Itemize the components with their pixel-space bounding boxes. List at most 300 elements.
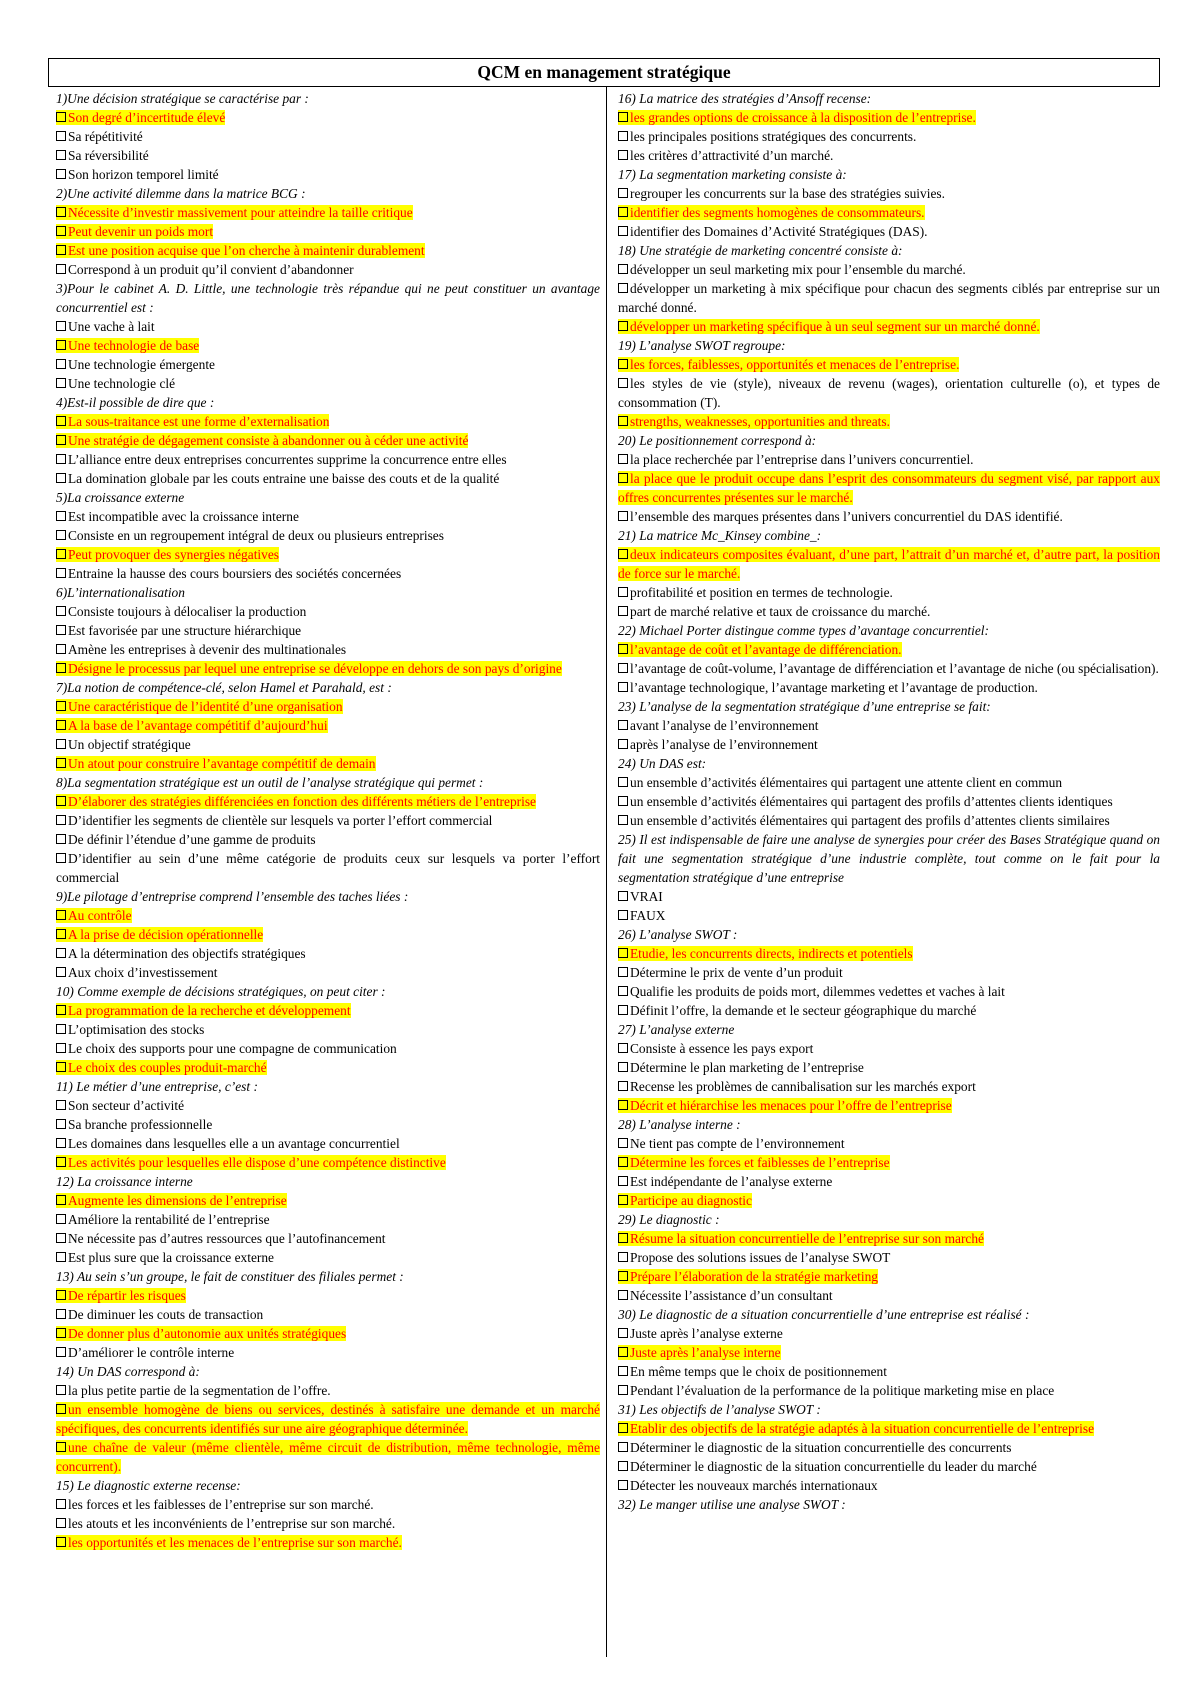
answer-text: Consiste toujours à délocaliser la production (68, 604, 307, 619)
checkbox-icon[interactable] (56, 796, 66, 806)
answer-text: A la détermination des objectifs stratégiques (68, 946, 306, 961)
checkbox-icon[interactable] (618, 1043, 628, 1053)
checkbox-icon[interactable] (56, 150, 66, 160)
answer-option (56, 1533, 600, 1552)
checkbox-icon[interactable] (56, 1499, 66, 1509)
answer-text: Juste après l’analyse interne (630, 1345, 781, 1360)
answer-text: une chaîne de valeur (même clientèle, même circuit de distribution, même technologie, même concurrent). (56, 1440, 600, 1474)
answer-text: après l’analyse de l’environnement (630, 737, 818, 752)
answer-option (56, 336, 600, 355)
answer-text: développer un marketing spécifique à un seul segment sur un marché donné. (630, 319, 1040, 334)
checkbox-icon[interactable] (618, 283, 628, 293)
highlighted-answer (56, 756, 376, 771)
answer-content (618, 889, 663, 904)
answer-option (56, 412, 600, 431)
checkbox-icon[interactable] (56, 435, 66, 445)
answer-content (56, 1345, 234, 1360)
answer-option (618, 659, 1160, 678)
checkbox-icon[interactable] (56, 1043, 66, 1053)
answer-text: Nécessite l’assistance d’un consultant (630, 1288, 833, 1303)
answer-option (618, 203, 1160, 222)
answer-option (56, 1001, 600, 1020)
checkbox-icon[interactable] (618, 378, 628, 388)
answer-option (618, 583, 1160, 602)
checkbox-icon[interactable] (618, 777, 628, 787)
answer-text: L’alliance entre deux entreprises concurrentes supprime la concurrence entre elles (68, 452, 507, 467)
answer-option (56, 203, 600, 222)
answer-text: Son horizon temporel limité (68, 167, 219, 182)
checkbox-icon[interactable] (618, 1252, 628, 1262)
answer-text: avant l’analyse de l’environnement (630, 718, 819, 733)
answer-content (56, 851, 600, 885)
checkbox-icon[interactable] (618, 454, 628, 464)
answer-option (56, 1305, 600, 1324)
highlighted-answer (618, 414, 890, 429)
checkbox-icon[interactable] (618, 1328, 628, 1338)
highlighted-answer (618, 1269, 878, 1284)
answer-text: Juste après l’analyse externe (630, 1326, 783, 1341)
checkbox-icon[interactable] (56, 644, 66, 654)
checkbox-icon[interactable] (56, 1252, 66, 1262)
answer-text: L’optimisation des stocks (68, 1022, 205, 1037)
answer-text: les opportunités et les menaces de l’entreprise sur son marché. (68, 1535, 402, 1550)
answer-text: De diminuer les couts de transaction (68, 1307, 264, 1322)
question-text: 17) La segmentation marketing consiste à: (618, 167, 847, 182)
highlighted-answer (618, 1193, 752, 1208)
answer-text: Amène les entreprises à devenir des multinationales (68, 642, 347, 657)
answer-text: Les domaines dans lesquelles elle a un avantage concurrentiel (68, 1136, 400, 1151)
question-text: 25) Il est indispensable de faire une analyse de synergies pour créer des Bases Stratégique quand on fait une segmentation stratégique d’une industrie complète, tout comme on le fait pour la segmentation stratégique d’une entreprise (618, 832, 1160, 885)
answer-content (618, 281, 1160, 315)
checkbox-icon[interactable] (56, 1138, 66, 1148)
answer-text: Une vache à lait (68, 319, 155, 334)
answer-content (618, 1364, 887, 1379)
answer-option (56, 1039, 600, 1058)
answer-text: Un objectif stratégique (68, 737, 191, 752)
question-text: 31) Les objectifs de l’analyse SWOT : (618, 1402, 821, 1417)
answer-text: Au contrôle (68, 908, 132, 923)
checkbox-icon[interactable] (56, 131, 66, 141)
checkbox-icon[interactable] (56, 340, 66, 350)
checkbox-icon[interactable] (56, 1157, 66, 1167)
checkbox-icon[interactable] (618, 910, 628, 920)
answer-option (618, 1039, 1160, 1058)
answer-option (618, 1457, 1160, 1476)
answer-content (56, 357, 215, 372)
highlighted-answer (56, 110, 225, 125)
checkbox-icon[interactable] (618, 150, 628, 160)
answer-text: Est favorisée par une structure hiérarchique (68, 623, 302, 638)
answer-option (618, 1248, 1160, 1267)
answer-text: Est une position acquise que l’on cherche à maintenir durablement (68, 243, 425, 258)
answer-option (56, 1381, 600, 1400)
answer-option (56, 469, 600, 488)
checkbox-icon[interactable] (618, 1461, 628, 1471)
answer-option (618, 260, 1160, 279)
answer-option (56, 1153, 600, 1172)
checkbox-icon[interactable] (618, 1005, 628, 1015)
checkbox-icon[interactable] (56, 1024, 66, 1034)
answer-option (618, 1172, 1160, 1191)
checkbox-icon[interactable] (618, 1081, 628, 1091)
answer-text: La domination globale par les couts entraine une baisse des couts et de la qualité (68, 471, 500, 486)
answer-option (56, 830, 600, 849)
answer-content (618, 186, 945, 201)
checkbox-icon[interactable] (56, 1328, 66, 1338)
highlighted-answer (618, 1231, 984, 1246)
checkbox-icon[interactable] (618, 986, 628, 996)
checkbox-icon[interactable] (618, 587, 628, 597)
checkbox-icon[interactable] (618, 1233, 628, 1243)
question-text: 1)Une décision stratégique se caractérise par : (56, 91, 309, 106)
question-text: 27) L’analyse externe (618, 1022, 735, 1037)
checkbox-icon[interactable] (618, 891, 628, 901)
checkbox-icon[interactable] (56, 1518, 66, 1528)
checkbox-icon[interactable] (618, 967, 628, 977)
answer-option (618, 602, 1160, 621)
checkbox-icon[interactable] (56, 1100, 66, 1110)
answer-content (618, 604, 930, 619)
answer-text: D’élaborer des stratégies différenciées en fonction des différents métiers de l’entreprise (68, 794, 536, 809)
checkbox-icon[interactable] (618, 606, 628, 616)
answer-content (618, 908, 665, 923)
checkbox-icon[interactable] (56, 1062, 66, 1072)
highlighted-answer (618, 110, 976, 125)
answer-option (56, 716, 600, 735)
answer-option (618, 1191, 1160, 1210)
checkbox-icon[interactable] (56, 378, 66, 388)
checkbox-icon[interactable] (56, 929, 66, 939)
question-text: 7)La notion de compétence-clé, selon Hamel et Parahald, est : (56, 680, 392, 695)
answer-content (618, 224, 928, 239)
answer-text: Etudie, les concurrents directs, indirects et potentiels (630, 946, 913, 961)
checkbox-icon[interactable] (56, 264, 66, 274)
answer-option (56, 1058, 600, 1077)
checkbox-icon[interactable] (56, 245, 66, 255)
answer-option (618, 108, 1160, 127)
answer-option (618, 1438, 1160, 1457)
answer-content (618, 452, 974, 467)
checkbox-icon[interactable] (56, 967, 66, 977)
answer-text: De répartir les risques (68, 1288, 186, 1303)
answer-text: les critères d’attractivité d’un marché. (630, 148, 834, 163)
checkbox-icon[interactable] (618, 1442, 628, 1452)
answer-option (618, 982, 1160, 1001)
answer-option (618, 1077, 1160, 1096)
question-text: 26) L’analyse SWOT : (618, 927, 738, 942)
highlighted-answer (56, 433, 468, 448)
answer-option (56, 754, 600, 773)
answer-content (618, 1174, 832, 1189)
checkbox-icon[interactable] (618, 663, 628, 673)
answer-content (56, 452, 507, 467)
checkbox-icon[interactable] (56, 1005, 66, 1015)
checkbox-icon[interactable] (618, 948, 628, 958)
answer-text: un ensemble homogène de biens ou services, destinés à satisfaire une demande et un marché spécifiques, des concurrents identifiés sur une aire géographique déterminée. (56, 1402, 600, 1436)
highlighted-answer (56, 1535, 402, 1550)
answer-option (56, 1020, 600, 1039)
checkbox-icon[interactable] (618, 473, 628, 483)
answer-content (618, 794, 1113, 809)
answer-option (618, 1362, 1160, 1381)
answer-option (56, 849, 600, 887)
answer-content (56, 1231, 386, 1246)
checkbox-icon[interactable] (618, 131, 628, 141)
answer-content (618, 661, 1159, 676)
checkbox-icon[interactable] (618, 1271, 628, 1281)
answer-text: Améliore la rentabilité de l’entreprise (68, 1212, 270, 1227)
checkbox-icon[interactable] (56, 910, 66, 920)
checkbox-icon[interactable] (618, 264, 628, 274)
checkbox-icon[interactable] (56, 1233, 66, 1243)
checkbox-icon[interactable] (56, 321, 66, 331)
checkbox-icon[interactable] (618, 188, 628, 198)
checkbox-icon[interactable] (618, 720, 628, 730)
answer-option (618, 1476, 1160, 1495)
answer-text: identifier des Domaines d’Activité Stratégiques (DAS). (630, 224, 928, 239)
question-text: 3)Pour le cabinet A. D. Little, une technologie très répandue qui ne peut constituer un avantage concurrentiel est : (56, 281, 600, 315)
checkbox-icon[interactable] (56, 625, 66, 635)
answer-option (56, 222, 600, 241)
answer-option (618, 640, 1160, 659)
answer-option (56, 621, 600, 640)
checkbox-icon[interactable] (56, 701, 66, 711)
answer-content (56, 737, 191, 752)
checkbox-icon[interactable] (56, 169, 66, 179)
checkbox-icon[interactable] (56, 1214, 66, 1224)
answer-content (618, 813, 1110, 828)
left-column (56, 89, 600, 1552)
highlighted-answer (618, 319, 1040, 334)
answer-text: un ensemble d’activités élémentaires qui partagent une attente client en commun (630, 775, 1063, 790)
checkbox-icon[interactable] (56, 473, 66, 483)
answer-option (56, 697, 600, 716)
answer-option (56, 1400, 600, 1438)
checkbox-icon[interactable] (618, 226, 628, 236)
checkbox-icon[interactable] (618, 1138, 628, 1148)
answer-option (618, 678, 1160, 697)
answer-text: Ne nécessite pas d’autres ressources que l’autofinancement (68, 1231, 386, 1246)
page-title: QCM en management stratégique (48, 58, 1160, 87)
answer-content (618, 775, 1062, 790)
checkbox-icon[interactable] (56, 720, 66, 730)
answer-text: Est plus sure que la croissance externe (68, 1250, 274, 1265)
checkbox-icon[interactable] (618, 359, 628, 369)
answer-option (618, 1381, 1160, 1400)
answer-text: De définir l’étendue d’une gamme de produits (68, 832, 316, 847)
answer-content (56, 1098, 184, 1113)
answer-content (618, 1250, 890, 1265)
checkbox-icon[interactable] (56, 1119, 66, 1129)
highlighted-answer (56, 1003, 351, 1018)
answer-text: Résume la situation concurrentielle de l’entreprise sur son marché (630, 1231, 984, 1246)
answer-option (56, 1514, 600, 1533)
question-text: 15) Le diagnostic externe recense: (56, 1478, 241, 1493)
checkbox-icon[interactable] (618, 207, 628, 217)
highlighted-answer (56, 338, 199, 353)
checkbox-icon[interactable] (56, 834, 66, 844)
answer-text: développer un seul marketing mix pour l’ensemble du marché. (630, 262, 966, 277)
checkbox-icon[interactable] (56, 112, 66, 122)
answer-text: Le choix des couples produit-marché (68, 1060, 267, 1075)
answer-content (618, 1459, 1037, 1474)
answer-content (56, 642, 346, 657)
answer-text: Une caractéristique de l’identité d’une organisation (68, 699, 343, 714)
answer-text: les styles de vie (style), niveaux de revenu (wages), orientation culturelle (o), et types de consommation (T). (618, 376, 1160, 410)
answer-content (56, 623, 301, 638)
checkbox-icon[interactable] (56, 739, 66, 749)
checkbox-icon[interactable] (618, 1366, 628, 1376)
answer-content (56, 509, 299, 524)
checkbox-icon[interactable] (56, 454, 66, 464)
checkbox-icon[interactable] (56, 1537, 66, 1547)
checkbox-icon[interactable] (618, 511, 628, 521)
answer-content (618, 1288, 833, 1303)
checkbox-icon[interactable] (618, 1385, 628, 1395)
checkbox-icon[interactable] (618, 644, 628, 654)
checkbox-icon[interactable] (618, 549, 628, 559)
qcm-page (48, 58, 1160, 1657)
answer-option (56, 1210, 600, 1229)
answer-content (56, 376, 175, 391)
answer-option (618, 1286, 1160, 1305)
answer-content (56, 813, 492, 828)
highlighted-answer (56, 1288, 186, 1303)
answer-content (618, 376, 1160, 410)
checkbox-icon[interactable] (56, 568, 66, 578)
checkbox-icon[interactable] (618, 1157, 628, 1167)
highlighted-answer (618, 205, 925, 220)
answer-content (618, 1060, 864, 1075)
answer-option (618, 355, 1160, 374)
answer-content (56, 1022, 204, 1037)
answer-option (56, 1229, 600, 1248)
answer-text: l’ensemble des marques présentes dans l’univers concurrentiel du DAS identifié. (630, 509, 1063, 524)
highlighted-answer (56, 547, 279, 562)
highlighted-answer (56, 1440, 600, 1474)
checkbox-icon[interactable] (618, 1347, 628, 1357)
answer-content (618, 965, 843, 980)
highlighted-answer (618, 946, 913, 961)
checkbox-icon[interactable] (618, 682, 628, 692)
checkbox-icon[interactable] (618, 1423, 628, 1433)
checkbox-icon[interactable] (618, 1100, 628, 1110)
answer-text: deux indicateurs composites évaluant, d’une part, l’attrait d’un marché et, d’autre part, la position de force sur le marché. (618, 547, 1160, 581)
checkbox-icon[interactable] (618, 1195, 628, 1205)
answer-text: Consiste en un regroupement intégral de deux ou plusieurs entreprises (68, 528, 444, 543)
answer-text: identifier des segments homogènes de consommateurs. (630, 205, 925, 220)
checkbox-icon[interactable] (56, 853, 66, 863)
answer-option (56, 735, 600, 754)
answer-text: l’avantage de coût et l’avantage de différenciation. (630, 642, 902, 657)
answer-content (56, 946, 306, 961)
checkbox-icon[interactable] (56, 1195, 66, 1205)
answer-option (56, 146, 600, 165)
answer-content (618, 1136, 845, 1151)
checkbox-icon[interactable] (56, 226, 66, 236)
answer-text: VRAI (630, 889, 663, 904)
checkbox-icon[interactable] (618, 1062, 628, 1072)
answer-text: Prépare l’élaboration de la stratégie marketing (630, 1269, 878, 1284)
checkbox-icon[interactable] (56, 1347, 66, 1357)
answer-content (618, 1383, 1054, 1398)
answer-option (618, 811, 1160, 830)
checkbox-icon[interactable] (56, 359, 66, 369)
checkbox-icon[interactable] (618, 1176, 628, 1186)
checkbox-icon[interactable] (618, 1290, 628, 1300)
answer-option (618, 1324, 1160, 1343)
checkbox-icon[interactable] (56, 1404, 66, 1414)
checkbox-icon[interactable] (56, 207, 66, 217)
checkbox-icon[interactable] (56, 606, 66, 616)
answer-option (618, 1343, 1160, 1362)
checkbox-icon[interactable] (618, 321, 628, 331)
checkbox-icon[interactable] (618, 739, 628, 749)
answer-option (56, 127, 600, 146)
checkbox-icon[interactable] (56, 1290, 66, 1300)
answer-text: Déterminer le diagnostic de la situation concurrentielle des concurrents (630, 1440, 1012, 1455)
question-text: 8)La segmentation stratégique est un outil de l’analyse stratégique qui permet : (56, 775, 484, 790)
highlighted-answer (56, 243, 425, 258)
checkbox-icon[interactable] (56, 948, 66, 958)
answer-content (56, 1497, 374, 1512)
checkbox-icon[interactable] (618, 796, 628, 806)
answer-content (56, 129, 143, 144)
checkbox-icon[interactable] (56, 1309, 66, 1319)
checkbox-icon[interactable] (56, 416, 66, 426)
column-divider (606, 87, 607, 1657)
checkbox-icon[interactable] (56, 530, 66, 540)
answer-option (56, 906, 600, 925)
answer-option (56, 507, 600, 526)
answer-content (618, 1041, 813, 1056)
answer-option (618, 735, 1160, 754)
answer-option (618, 222, 1160, 241)
checkbox-icon[interactable] (56, 815, 66, 825)
checkbox-icon[interactable] (56, 758, 66, 768)
answer-text: Déterminer le diagnostic de la situation concurrentielle du leader du marché (630, 1459, 1037, 1474)
columns (48, 87, 1160, 1657)
answer-content (618, 585, 893, 600)
answer-content (56, 262, 354, 277)
checkbox-icon[interactable] (618, 815, 628, 825)
answer-text: Est incompatible avec la croissance interne (68, 509, 299, 524)
checkbox-icon[interactable] (56, 1385, 66, 1395)
checkbox-icon[interactable] (56, 511, 66, 521)
answer-text: Détermine le plan marketing de l’entreprise (630, 1060, 864, 1075)
answer-text: A la prise de décision opérationnelle (68, 927, 264, 942)
checkbox-icon[interactable] (56, 1442, 66, 1452)
answer-content (618, 1079, 976, 1094)
checkbox-icon[interactable] (56, 549, 66, 559)
answer-text: Recense les problèmes de cannibalisation sur les marchés export (630, 1079, 976, 1094)
answer-text: La sous-traitance est une forme d’externalisation (68, 414, 330, 429)
answer-text: les grandes options de croissance à la disposition de l’entreprise. (630, 110, 976, 125)
answer-option (618, 792, 1160, 811)
answer-text: part de marché relative et taux de croissance du marché. (630, 604, 931, 619)
answer-text: Peut devenir un poids mort (68, 224, 214, 239)
checkbox-icon[interactable] (618, 416, 628, 426)
checkbox-icon[interactable] (56, 663, 66, 673)
checkbox-icon[interactable] (618, 1480, 628, 1490)
answer-text: A la base de l’avantage compétitif d’aujourd’hui (68, 718, 328, 733)
answer-option (56, 564, 600, 583)
answer-option (56, 355, 600, 374)
checkbox-icon[interactable] (618, 112, 628, 122)
answer-text: Une technologie clé (68, 376, 176, 391)
answer-option (56, 1343, 600, 1362)
question-text: 30) Le diagnostic de a situation concurrentielle d’une entreprise est réalisé : (618, 1307, 1030, 1322)
